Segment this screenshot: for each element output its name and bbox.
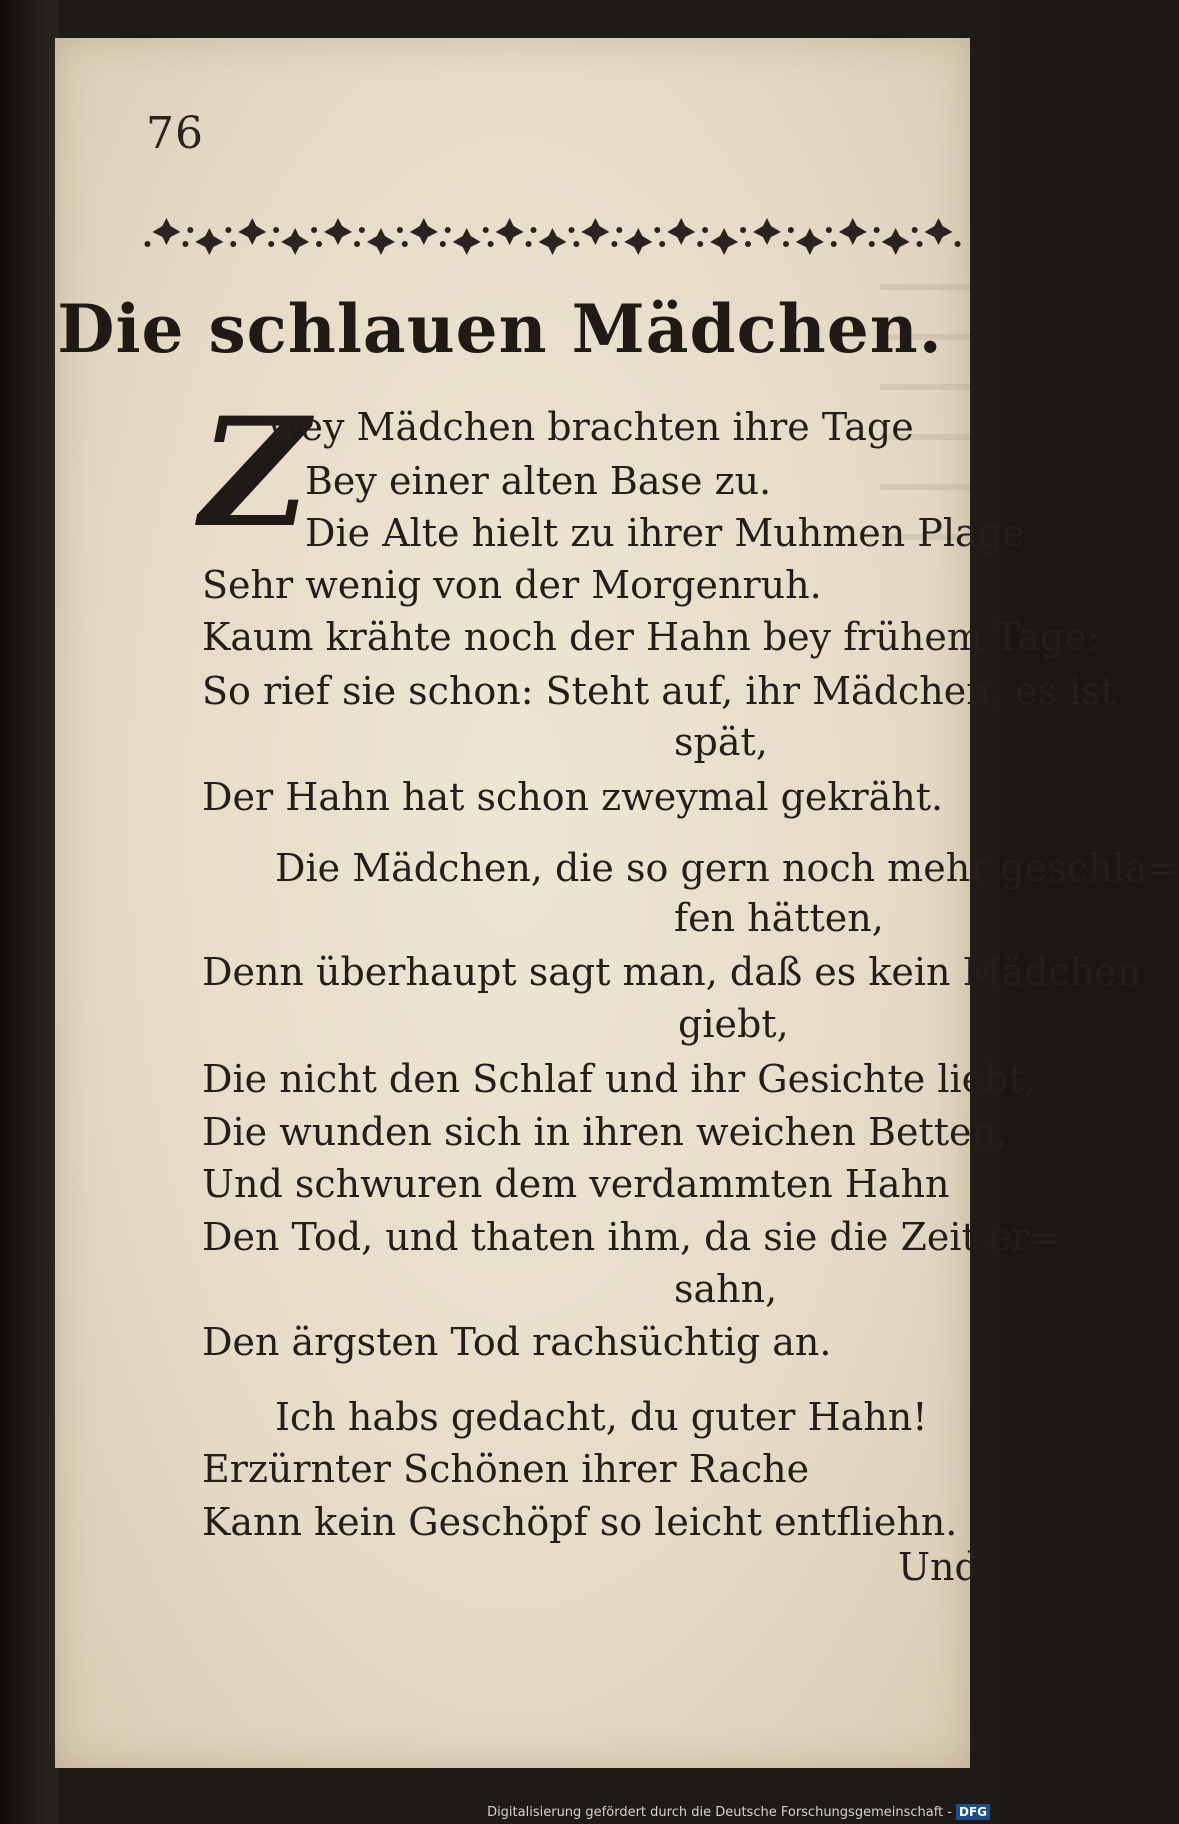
poem-line: spät, — [674, 720, 768, 764]
poem-line: So rief sie schon: Steht auf, ihr Mädchen, es ist — [202, 669, 1116, 713]
poem-line: Denn überhaupt sagt man, daß es kein Mädchen — [202, 950, 1142, 994]
poem-line: Die wunden sich in ihren weichen Betten, — [202, 1110, 1009, 1154]
poem-line: Der Hahn hat schon zweymal gekräht. — [202, 775, 944, 819]
poem-line: Die Alte hielt zu ihrer Muhmen Plage — [305, 511, 1025, 555]
poem-line: Kann kein Geschöpf so leicht entfliehn. — [202, 1500, 958, 1544]
poem-line: Die Mädchen, die so gern noch mehr geschla= — [275, 846, 1179, 890]
page-number: 76 — [146, 108, 204, 159]
digitization-credit — [487, 1804, 990, 1820]
poem-line: Kaum krähte noch der Hahn bey frühem Tage: — [202, 615, 1100, 659]
drop-cap: Z — [200, 385, 310, 561]
dfg-logo: DFG — [956, 1804, 990, 1820]
credit-text: Digitalisierung gefördert durch die Deutsche Forschungsgemeinschaft - — [487, 1804, 952, 1820]
catchword: Und — [898, 1545, 979, 1589]
poem-line: Und schwuren dem verdammten Hahn — [202, 1162, 950, 1206]
poem-line: fen hätten, — [674, 896, 884, 940]
poem-line: giebt, — [678, 1002, 789, 1046]
poem-line: Den Tod, und thaten ihm, da sie die Zeit er= — [202, 1215, 1062, 1259]
poem-line: Erzürnter Schönen ihrer Rache — [202, 1447, 810, 1491]
poem-line: wey Mädchen brachten ihre Tage — [268, 405, 914, 449]
poem-title: Die schlauen Mädchen. — [57, 290, 943, 368]
poem-line: Die nicht den Schlaf und ihr Gesichte liebt, — [202, 1057, 1036, 1101]
poem-line: Bey einer alten Base zu. — [305, 459, 772, 503]
poem-line: Den ärgsten Tod rachsüchtig an. — [202, 1320, 832, 1364]
poem-line: sahn, — [674, 1267, 778, 1311]
poem-line: Sehr wenig von der Morgenruh. — [202, 563, 822, 607]
poem-line: Ich habs gedacht, du guter Hahn! — [275, 1395, 928, 1439]
